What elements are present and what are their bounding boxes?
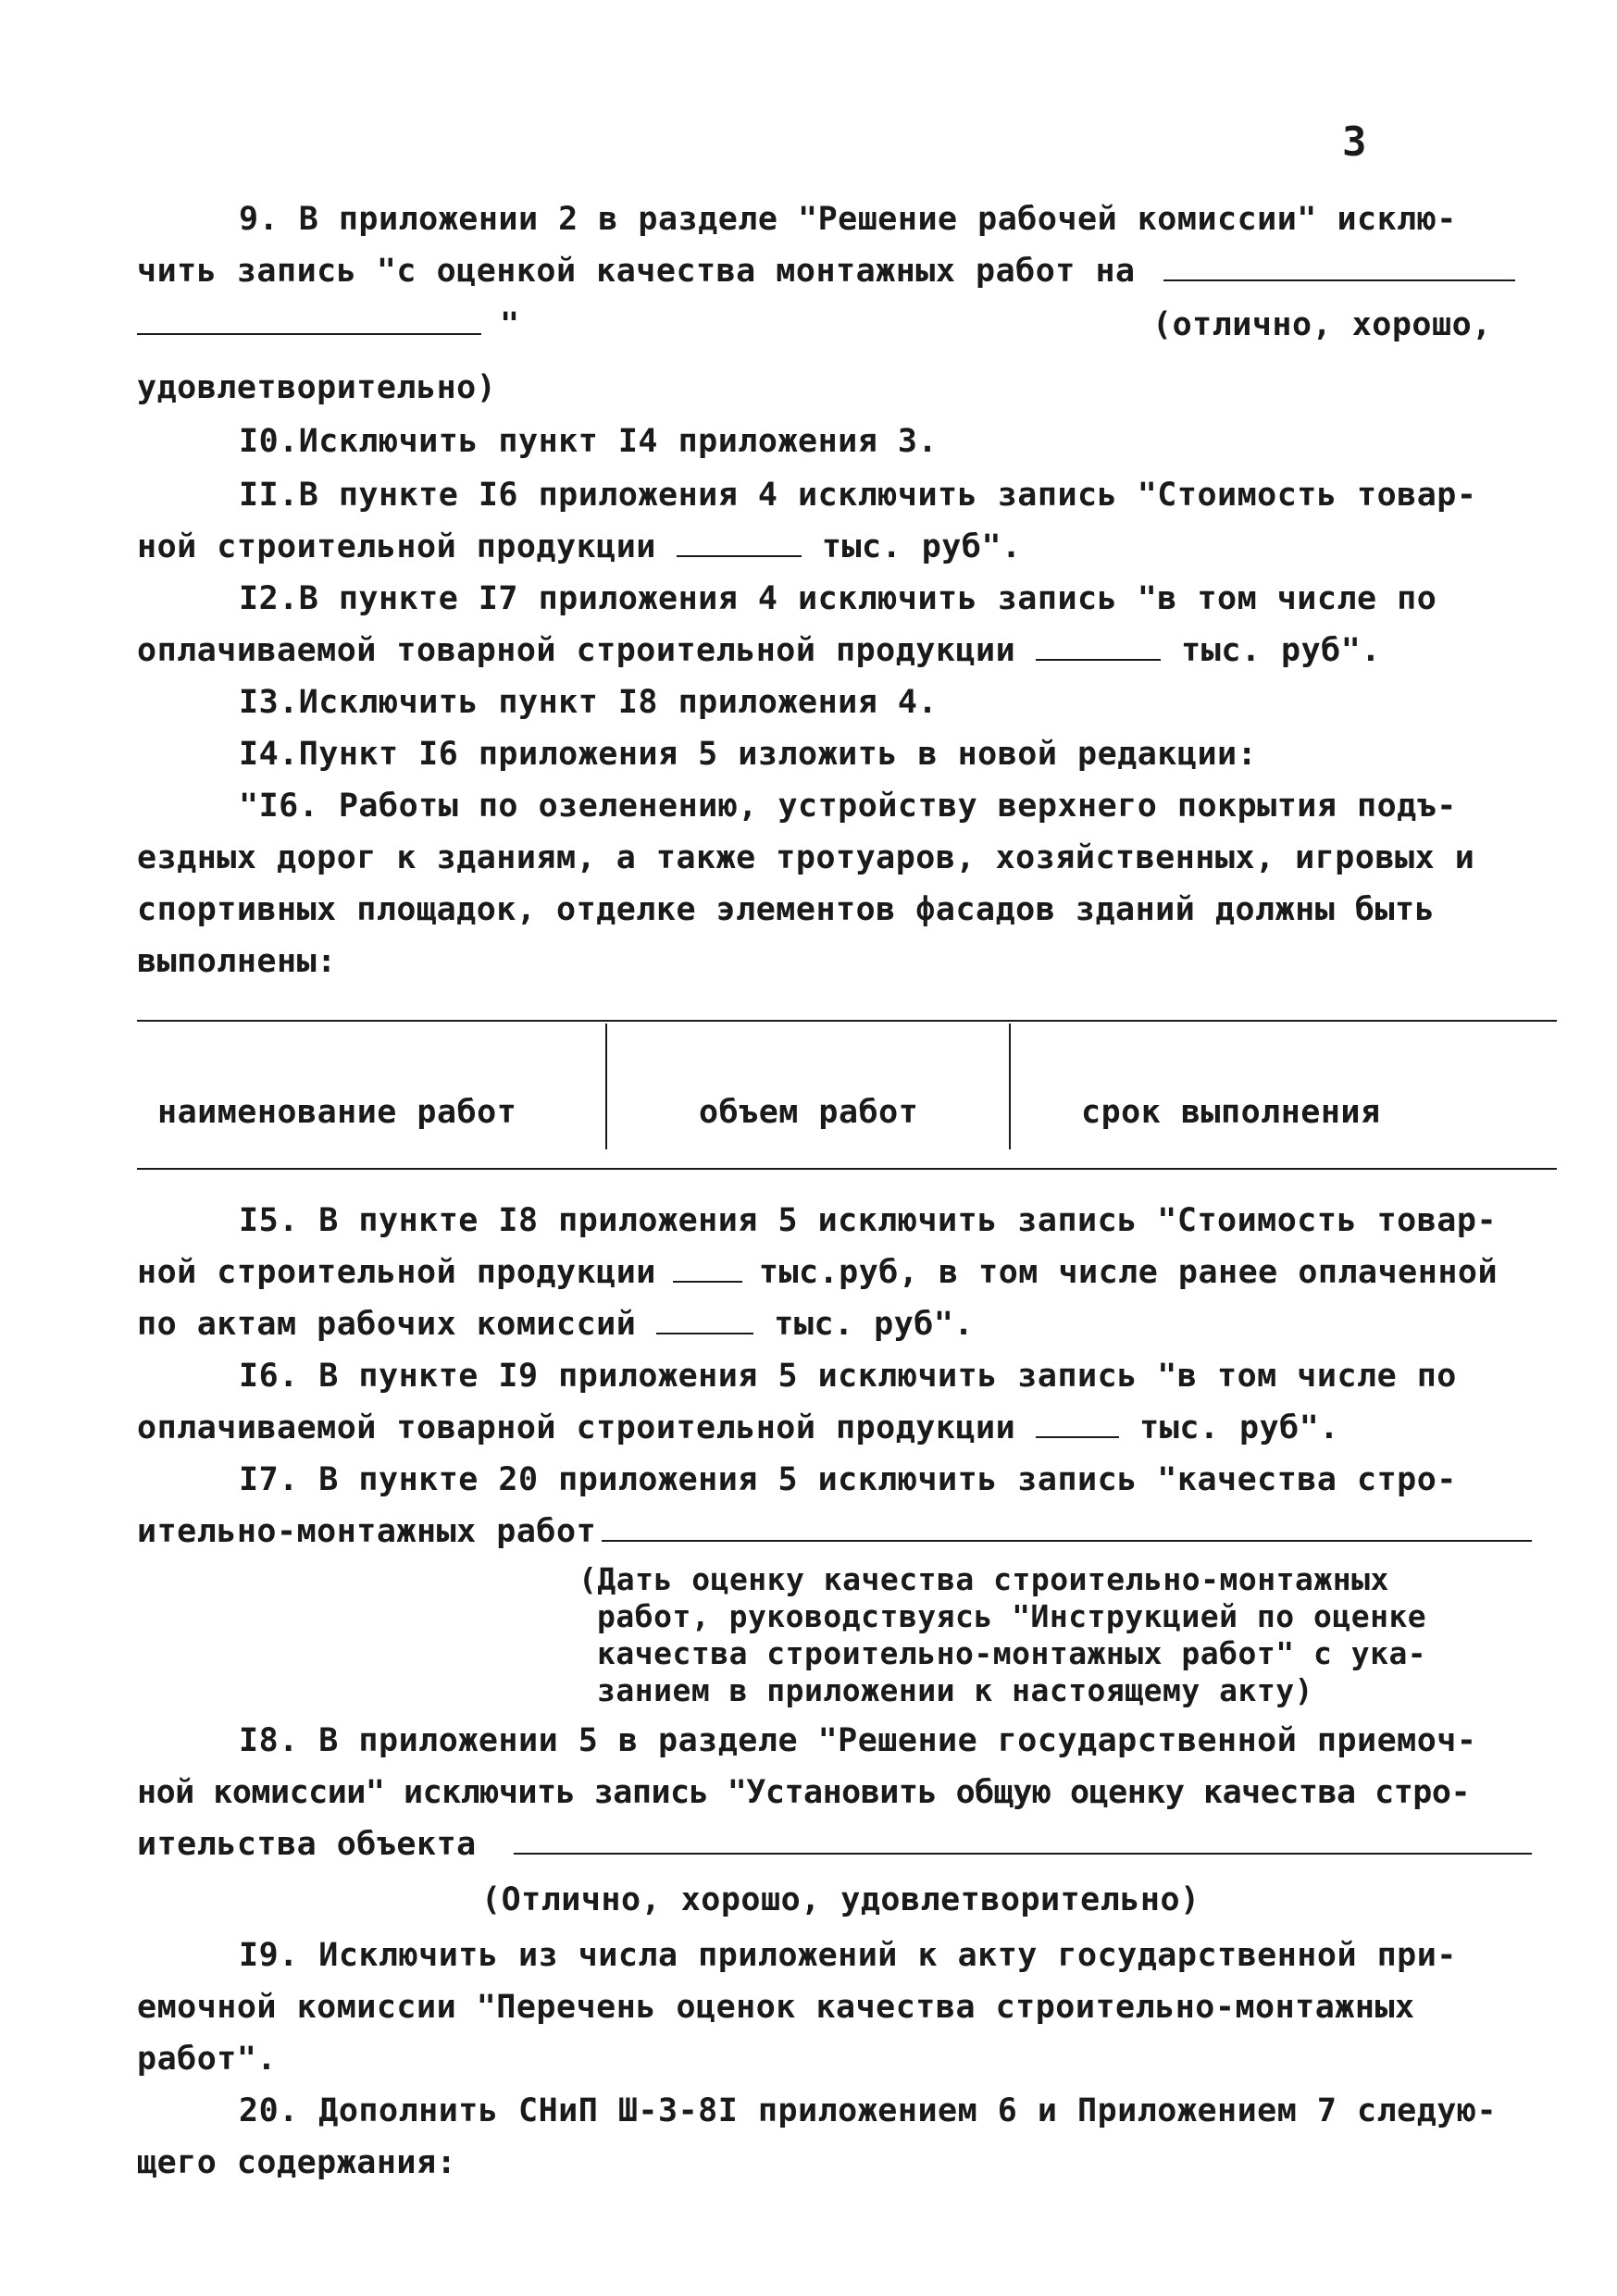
fill-in-blank <box>1036 1435 1119 1438</box>
fill-in-blank <box>1163 279 1515 281</box>
column-header-deadline: срок выполнения <box>1081 1094 1381 1131</box>
item-20-line-2: щего содержания: <box>137 2144 457 2181</box>
table-top-rule <box>137 1020 1557 1022</box>
item-15-line-2: ной строительной продукции тыс.руб, в том числе ранее оплаченной <box>137 1254 1499 1291</box>
item-10: I0.Исключить пункт I4 приложения 3. <box>239 423 939 460</box>
item-14-line-2: "I6. Работы по озеленению, устройству верхнего покрытия подъ- <box>239 788 1457 825</box>
item-17-note-line-3: качества строительно-монтажных работ" с ука- <box>597 1635 1427 1671</box>
item-19-line-1: I9. Исключить из числа приложений к акту государственной при- <box>239 1937 1457 1974</box>
item-15-line-3: по актам рабочих комиссий тыс. руб". <box>137 1306 975 1343</box>
item-16-line-1: I6. В пункте I9 приложения 5 исключить запись "в том числе по <box>239 1358 1457 1395</box>
item-11-line-1: II.В пункте I6 приложения 4 исключить запись "Стоимость товар- <box>239 477 1477 514</box>
column-header-volume: объем работ <box>699 1094 919 1131</box>
item-19-line-2: емочной комиссии "Перечень оценок качества строительно-монтажных <box>137 1989 1415 2026</box>
item-17-note-line-1: (Дать оценку качества строительно-монтажных <box>578 1561 1389 1597</box>
item-17-note-line-4: занием в приложении к настоящему акту) <box>597 1672 1313 1708</box>
item-12-line-2: оплачиваемой товарной строительной продукции тыс. руб". <box>137 632 1381 669</box>
item-11-line-2: ной строительной продукции тыс. руб". <box>137 528 1022 565</box>
item-14-line-1: I4.Пункт I6 приложения 5 изложить в новой редакции: <box>239 736 1258 773</box>
column-separator <box>605 1024 607 1149</box>
item-19-line-3: работ". <box>137 2041 278 2078</box>
item-9-note: (отлично, хорошо, <box>1152 306 1492 343</box>
fill-in-blank <box>514 1852 1532 1855</box>
item-15-line-1: I5. В пункте I8 приложения 5 исключить запись "Стоимость товар- <box>239 1202 1498 1239</box>
fill-in-blank <box>656 1332 753 1334</box>
item-12-line-1: I2.В пункте I7 приложения 4 исключить запись "в том числе по <box>239 580 1437 617</box>
item-14-line-5: выполнены: <box>137 943 337 980</box>
item-20-line-1: 20. Дополнить СНиП Ш-3-8I приложением 6 и Приложением 7 следую- <box>239 2092 1498 2129</box>
item-14-line-3: ездных дорог к зданиям, а также тротуаров, хозяйственных, игровых и <box>137 839 1475 876</box>
item-14-line-4: спортивных площадок, отделке элементов фасадов зданий должны быть <box>137 891 1436 928</box>
fill-in-blank <box>673 1280 742 1283</box>
fill-in-blank <box>1036 658 1161 661</box>
item-16-line-2: оплачиваемой товарной строительной продукции тыс. руб". <box>137 1409 1339 1446</box>
item-13: I3.Исключить пункт I8 приложения 4. <box>239 684 939 721</box>
fill-in-blank <box>677 554 802 557</box>
column-separator <box>1009 1024 1011 1149</box>
item-9-line-3: " <box>137 309 520 341</box>
item-18-line-2: ной комиссии" исключить запись "Установить общую оценку качества стро- <box>137 1774 1471 1811</box>
item-18-line-3: ительства объекта <box>137 1829 1532 1861</box>
item-18-note: (Отлично, хорошо, удовлетворительно) <box>481 1881 1200 1918</box>
item-17-note-line-2: работ, руководствуясь "Инструкцией по оценке <box>597 1598 1427 1634</box>
item-18-line-1: I8. В приложении 5 в разделе "Решение государственной приемоч- <box>239 1722 1477 1759</box>
fill-in-blank <box>602 1539 1532 1542</box>
item-9-line-4: удовлетворительно) <box>137 369 497 406</box>
column-header-name: наименование работ <box>157 1094 517 1131</box>
item-9-line-1: 9. В приложении 2 в разделе "Решение рабочей комиссии" исклю- <box>239 201 1457 238</box>
page-number: 3 <box>1342 118 1367 166</box>
item-9-line-2: чить запись "с оценкой качества монтажных работ на <box>137 255 1515 288</box>
item-17-line-2: ительно-монтажных работ <box>137 1516 1532 1548</box>
table-bottom-rule <box>137 1168 1557 1170</box>
item-17-line-1: I7. В пункте 20 приложения 5 исключить запись "качества стро- <box>239 1461 1457 1498</box>
fill-in-blank <box>137 332 481 335</box>
